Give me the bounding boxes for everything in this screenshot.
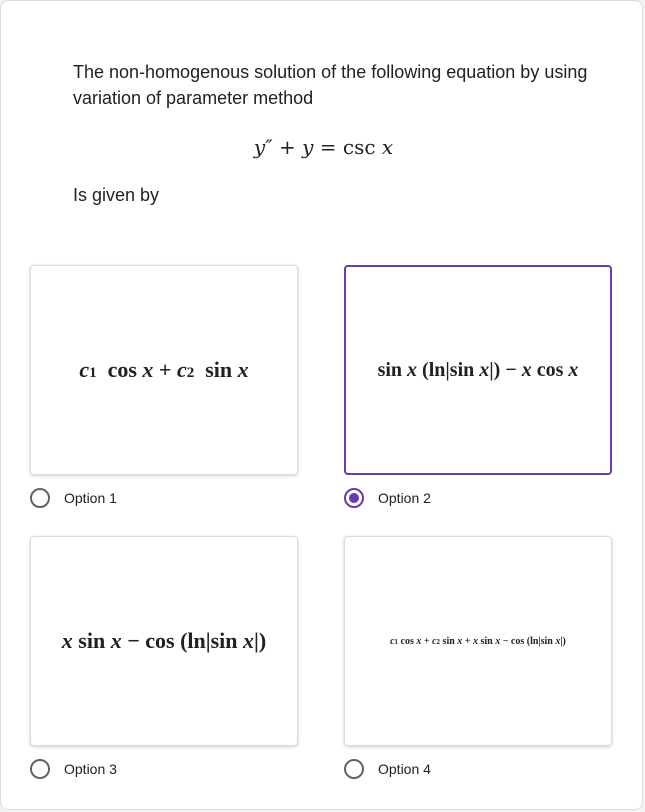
- option-1-label: Option 1: [64, 490, 117, 506]
- option-2-label: Option 2: [378, 490, 431, 506]
- option-3-formula: x sin x − cos (ln|sin x|): [61, 628, 267, 653]
- option-1-formula: c1 cos x + c2 sin x: [79, 357, 249, 382]
- option-3-radio[interactable]: [30, 759, 50, 779]
- option-4-radio[interactable]: [344, 759, 364, 779]
- option-2-image-card[interactable]: [344, 265, 612, 475]
- option-2-radio[interactable]: [344, 488, 364, 508]
- equation-plus: +: [272, 135, 303, 159]
- option-4-choice[interactable]: [344, 759, 431, 779]
- option-3-choice[interactable]: [30, 759, 117, 779]
- equation-csc: csc: [342, 135, 382, 159]
- equation-equals: =: [313, 135, 343, 159]
- option-4-formula: c1 cos x + c2 sin x + x sin x − cos (ln|sin x|): [390, 635, 566, 647]
- option-3-label: Option 3: [64, 761, 117, 777]
- option-1-radio[interactable]: [30, 488, 50, 508]
- option-1-image-card[interactable]: [30, 265, 298, 475]
- option-3-image-card[interactable]: [30, 536, 298, 746]
- given-label: Is given by: [73, 185, 160, 205]
- option-2-choice[interactable]: [344, 488, 431, 508]
- question-equation: [1, 135, 645, 159]
- equation-y-double-prime: y″: [253, 135, 273, 159]
- option-4-label: Option 4: [378, 761, 431, 777]
- option-4-image-card[interactable]: [344, 536, 612, 746]
- equation-y: y: [302, 135, 314, 159]
- equation-x: x: [381, 135, 394, 159]
- option-1-choice[interactable]: [30, 488, 117, 508]
- option-2-formula: sin x (ln|sin x|) − x cos x: [377, 358, 579, 381]
- question-text: The non-homogenous solution of the following equation by using variation of parameter method: [73, 62, 588, 108]
